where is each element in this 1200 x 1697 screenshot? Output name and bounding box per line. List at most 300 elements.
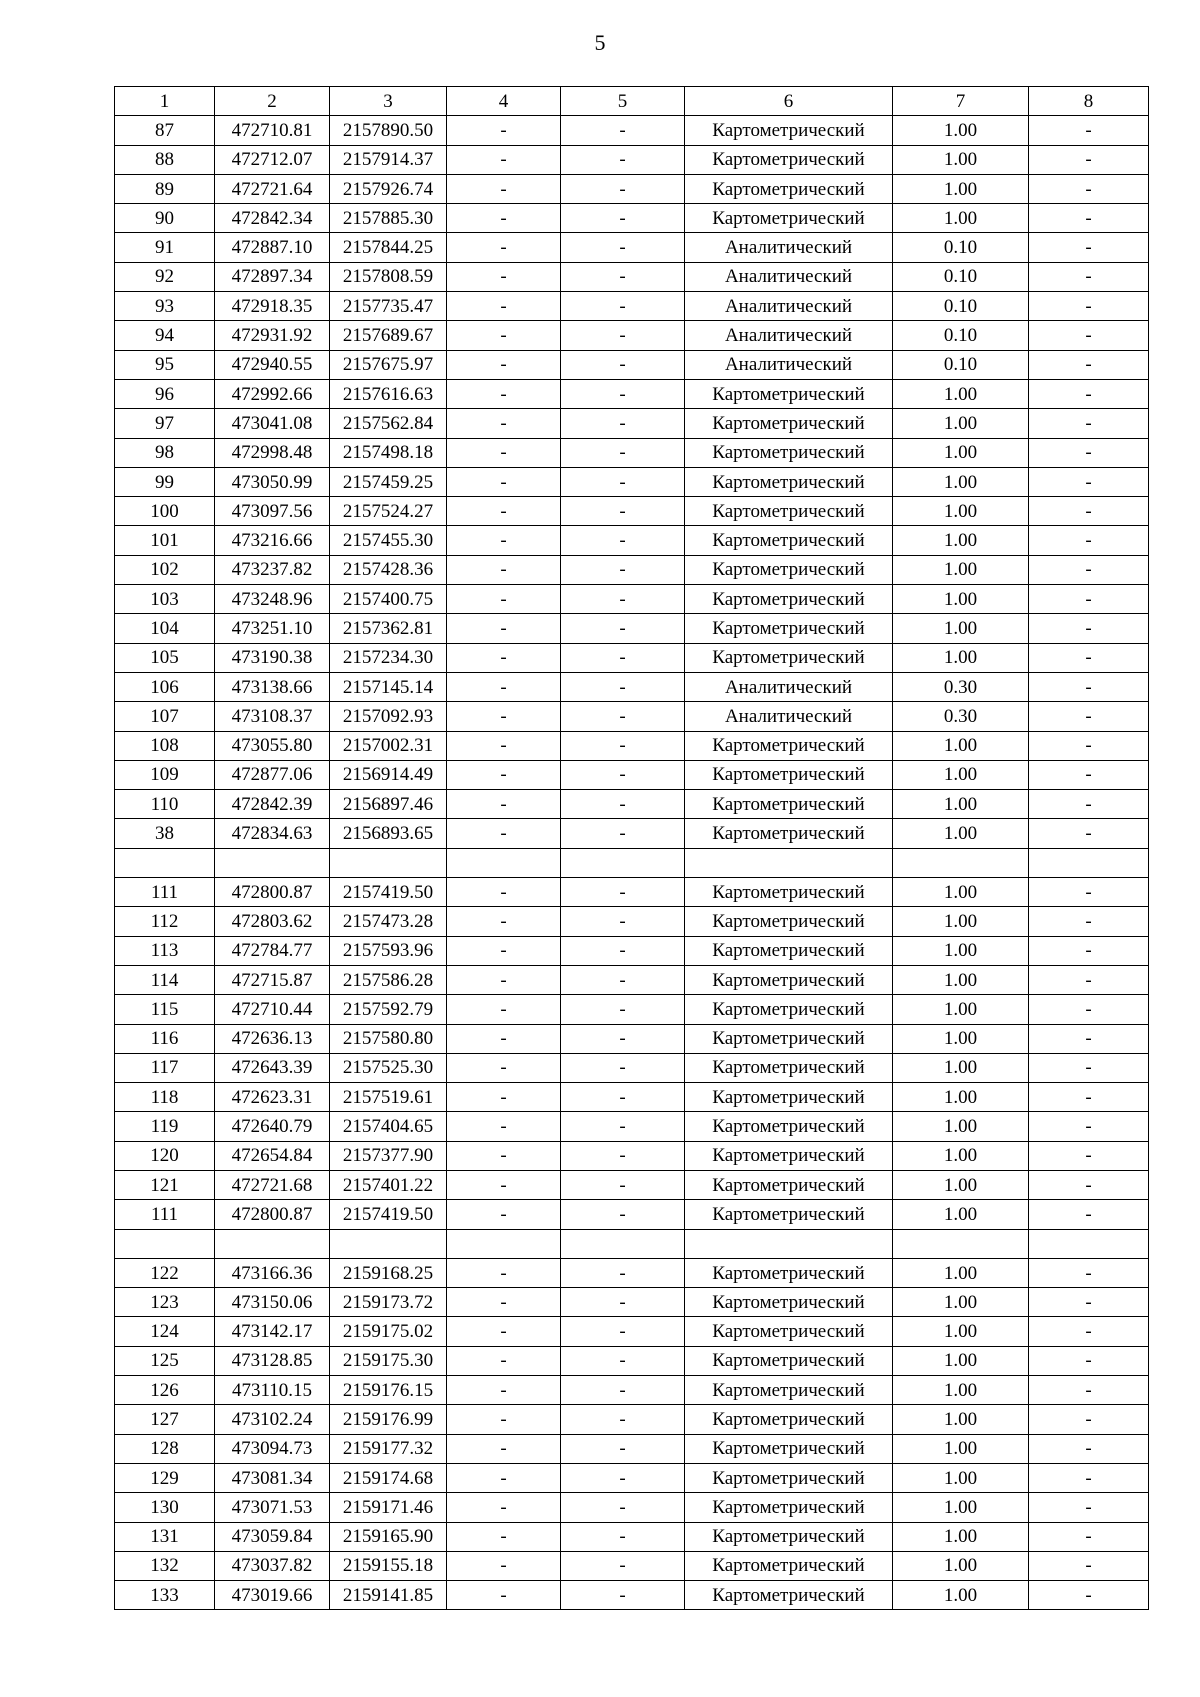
- accuracy-cell: 0.10: [893, 321, 1029, 350]
- x-coordinate-cell: 473094.73: [215, 1434, 330, 1463]
- x-coordinate-cell: 472721.68: [215, 1170, 330, 1199]
- point-number-cell: 126: [115, 1376, 215, 1405]
- y-coordinate-cell: 2157419.50: [330, 878, 447, 907]
- col4-cell: -: [447, 145, 561, 174]
- x-coordinate-cell: 472654.84: [215, 1141, 330, 1170]
- table-row: [115, 1053, 1149, 1082]
- col4-cell: -: [447, 702, 561, 731]
- col8-cell: -: [1029, 614, 1149, 643]
- y-coordinate-cell: 2157455.30: [330, 526, 447, 555]
- point-number-cell: 118: [115, 1083, 215, 1112]
- point-number-cell: 98: [115, 438, 215, 467]
- point-number-cell: 111: [115, 878, 215, 907]
- point-number-cell: 129: [115, 1463, 215, 1492]
- col8-cell: -: [1029, 497, 1149, 526]
- col4-cell: -: [447, 585, 561, 614]
- col4-cell: -: [447, 878, 561, 907]
- x-coordinate-cell: 472721.64: [215, 174, 330, 203]
- y-coordinate-cell: 2159176.15: [330, 1376, 447, 1405]
- table-row: [115, 262, 1149, 291]
- method-cell: Картометрический: [685, 1024, 893, 1053]
- method-cell: Аналитический: [685, 321, 893, 350]
- point-number-cell: 124: [115, 1317, 215, 1346]
- col4-cell: -: [447, 1141, 561, 1170]
- col4-cell: -: [447, 379, 561, 408]
- method-cell: Картометрический: [685, 1376, 893, 1405]
- x-coordinate-cell: 472784.77: [215, 936, 330, 965]
- method-cell: Картометрический: [685, 555, 893, 584]
- x-coordinate-cell: 472842.39: [215, 790, 330, 819]
- y-coordinate-cell: 2157580.80: [330, 1024, 447, 1053]
- col8-cell: -: [1029, 1112, 1149, 1141]
- accuracy-cell: 1.00: [893, 1376, 1029, 1405]
- y-coordinate-cell: 2157498.18: [330, 438, 447, 467]
- accuracy-cell: 1.00: [893, 1551, 1029, 1580]
- point-number-cell: 117: [115, 1053, 215, 1082]
- point-number-cell: 95: [115, 350, 215, 379]
- col5-cell: -: [561, 1434, 685, 1463]
- table-row: [115, 1141, 1149, 1170]
- col5-cell: -: [561, 116, 685, 145]
- col5-cell: -: [561, 819, 685, 848]
- accuracy-cell: 1.00: [893, 116, 1029, 145]
- method-cell: Картометрический: [685, 1200, 893, 1229]
- accuracy-cell: 1.00: [893, 1434, 1029, 1463]
- x-coordinate-cell: 473019.66: [215, 1581, 330, 1610]
- col8-cell: -: [1029, 702, 1149, 731]
- method-cell: Картометрический: [685, 995, 893, 1024]
- col4-cell: -: [447, 1053, 561, 1082]
- col5-cell: -: [561, 1551, 685, 1580]
- col5-cell: -: [561, 1405, 685, 1434]
- accuracy-cell: 1.00: [893, 1083, 1029, 1112]
- col5-cell: -: [561, 204, 685, 233]
- col8-cell: -: [1029, 555, 1149, 584]
- point-number-cell: 132: [115, 1551, 215, 1580]
- col5-cell: -: [561, 379, 685, 408]
- method-cell: Картометрический: [685, 585, 893, 614]
- y-coordinate-cell: 2157234.30: [330, 643, 447, 672]
- point-number-cell: 111: [115, 1200, 215, 1229]
- col4-cell: -: [447, 731, 561, 760]
- point-number-cell: 105: [115, 643, 215, 672]
- col5-cell: -: [561, 936, 685, 965]
- x-coordinate-cell: 473108.37: [215, 702, 330, 731]
- table-row: [115, 467, 1149, 496]
- table-row: [115, 1170, 1149, 1199]
- method-cell: Картометрический: [685, 790, 893, 819]
- point-number-cell: 107: [115, 702, 215, 731]
- accuracy-cell: 0.10: [893, 292, 1029, 321]
- method-cell: Картометрический: [685, 907, 893, 936]
- spacer-row: [115, 1229, 1149, 1258]
- table-row: [115, 907, 1149, 936]
- y-coordinate-cell: 2157926.74: [330, 174, 447, 203]
- point-number-cell: 92: [115, 262, 215, 291]
- accuracy-cell: 1.00: [893, 174, 1029, 203]
- method-cell: Картометрический: [685, 174, 893, 203]
- method-cell: Картометрический: [685, 1405, 893, 1434]
- x-coordinate-cell: 473150.06: [215, 1288, 330, 1317]
- point-number-cell: 130: [115, 1493, 215, 1522]
- y-coordinate-cell: 2159177.32: [330, 1434, 447, 1463]
- x-coordinate-cell: 473102.24: [215, 1405, 330, 1434]
- table-row: [115, 1434, 1149, 1463]
- x-coordinate-cell: 472800.87: [215, 878, 330, 907]
- y-coordinate-cell: 2159168.25: [330, 1258, 447, 1287]
- accuracy-cell: 1.00: [893, 467, 1029, 496]
- table-row: [115, 1493, 1149, 1522]
- col5-cell: -: [561, 526, 685, 555]
- method-cell: Картометрический: [685, 819, 893, 848]
- table-row: [115, 292, 1149, 321]
- col4-cell: -: [447, 1434, 561, 1463]
- col4-cell: -: [447, 936, 561, 965]
- method-cell: Картометрический: [685, 1317, 893, 1346]
- accuracy-cell: 1.00: [893, 878, 1029, 907]
- col4-cell: -: [447, 1083, 561, 1112]
- method-cell: Картометрический: [685, 1522, 893, 1551]
- table-row: [115, 438, 1149, 467]
- method-cell: Картометрический: [685, 1434, 893, 1463]
- col5-cell: -: [561, 1258, 685, 1287]
- method-cell: [685, 1229, 893, 1258]
- method-cell: Аналитический: [685, 262, 893, 291]
- y-coordinate-cell: 2156914.49: [330, 760, 447, 789]
- y-coordinate-cell: 2156897.46: [330, 790, 447, 819]
- table-row: [115, 1581, 1149, 1610]
- x-coordinate-cell: 472931.92: [215, 321, 330, 350]
- x-coordinate-cell: 472887.10: [215, 233, 330, 262]
- col4-cell: -: [447, 1288, 561, 1317]
- col8-cell: -: [1029, 174, 1149, 203]
- point-number-cell: 121: [115, 1170, 215, 1199]
- col5-cell: -: [561, 1141, 685, 1170]
- col5-cell: -: [561, 1024, 685, 1053]
- accuracy-cell: 0.10: [893, 262, 1029, 291]
- y-coordinate-cell: 2157145.14: [330, 672, 447, 701]
- col8-cell: -: [1029, 1258, 1149, 1287]
- col8-cell: -: [1029, 1376, 1149, 1405]
- method-cell: Картометрический: [685, 1053, 893, 1082]
- col8-cell: -: [1029, 1053, 1149, 1082]
- table-row: [115, 555, 1149, 584]
- method-cell: Картометрический: [685, 1463, 893, 1492]
- accuracy-cell: 1.00: [893, 585, 1029, 614]
- col5-cell: [561, 848, 685, 877]
- point-number-cell: 100: [115, 497, 215, 526]
- method-cell: Картометрический: [685, 467, 893, 496]
- col8-cell: -: [1029, 1024, 1149, 1053]
- x-coordinate-cell: 473248.96: [215, 585, 330, 614]
- accuracy-cell: 1.00: [893, 790, 1029, 819]
- accuracy-cell: 1.00: [893, 995, 1029, 1024]
- y-coordinate-cell: [330, 1229, 447, 1258]
- x-coordinate-cell: 472712.07: [215, 145, 330, 174]
- col4-cell: [447, 1229, 561, 1258]
- method-cell: Аналитический: [685, 233, 893, 262]
- col4-cell: -: [447, 262, 561, 291]
- table-row: [115, 145, 1149, 174]
- col4-cell: -: [447, 204, 561, 233]
- accuracy-cell: 1.00: [893, 907, 1029, 936]
- col4-cell: -: [447, 1405, 561, 1434]
- col8-cell: -: [1029, 1493, 1149, 1522]
- y-coordinate-cell: [330, 848, 447, 877]
- y-coordinate-cell: 2157890.50: [330, 116, 447, 145]
- col5-cell: -: [561, 1522, 685, 1551]
- y-coordinate-cell: 2157844.25: [330, 233, 447, 262]
- col8-cell: -: [1029, 790, 1149, 819]
- table-row: [115, 350, 1149, 379]
- x-coordinate-cell: [215, 848, 330, 877]
- method-cell: Картометрический: [685, 936, 893, 965]
- method-cell: [685, 848, 893, 877]
- point-number-cell: [115, 1229, 215, 1258]
- point-number-cell: 131: [115, 1522, 215, 1551]
- point-number-cell: [115, 848, 215, 877]
- method-cell: Картометрический: [685, 1288, 893, 1317]
- col4-cell: -: [447, 1551, 561, 1580]
- col8-cell: [1029, 1229, 1149, 1258]
- col4-cell: -: [447, 672, 561, 701]
- x-coordinate-cell: 473081.34: [215, 1463, 330, 1492]
- y-coordinate-cell: 2159165.90: [330, 1522, 447, 1551]
- x-coordinate-cell: 472710.81: [215, 116, 330, 145]
- col4-cell: -: [447, 467, 561, 496]
- point-number-cell: 102: [115, 555, 215, 584]
- y-coordinate-cell: 2157914.37: [330, 145, 447, 174]
- table-row: [115, 760, 1149, 789]
- col8-cell: -: [1029, 262, 1149, 291]
- col5-cell: -: [561, 174, 685, 203]
- point-number-cell: 99: [115, 467, 215, 496]
- x-coordinate-cell: 472842.34: [215, 204, 330, 233]
- accuracy-cell: 1.00: [893, 1258, 1029, 1287]
- col5-cell: -: [561, 760, 685, 789]
- x-coordinate-cell: 473037.82: [215, 1551, 330, 1580]
- y-coordinate-cell: 2156893.65: [330, 819, 447, 848]
- col4-cell: -: [447, 350, 561, 379]
- header-cell: 1: [115, 87, 215, 116]
- x-coordinate-cell: 473142.17: [215, 1317, 330, 1346]
- table-row: [115, 1083, 1149, 1112]
- col5-cell: -: [561, 643, 685, 672]
- accuracy-cell: 1.00: [893, 1317, 1029, 1346]
- col8-cell: [1029, 848, 1149, 877]
- x-coordinate-cell: 472800.87: [215, 1200, 330, 1229]
- accuracy-cell: [893, 1229, 1029, 1258]
- accuracy-cell: 1.00: [893, 819, 1029, 848]
- method-cell: Картометрический: [685, 526, 893, 555]
- table-row: [115, 321, 1149, 350]
- col8-cell: -: [1029, 760, 1149, 789]
- col5-cell: -: [561, 907, 685, 936]
- accuracy-cell: 1.00: [893, 1112, 1029, 1141]
- y-coordinate-cell: 2157092.93: [330, 702, 447, 731]
- accuracy-cell: 1.00: [893, 731, 1029, 760]
- accuracy-cell: 0.10: [893, 233, 1029, 262]
- table-row: [115, 1522, 1149, 1551]
- accuracy-cell: 1.00: [893, 1493, 1029, 1522]
- col4-cell: -: [447, 409, 561, 438]
- col4-cell: -: [447, 116, 561, 145]
- col5-cell: -: [561, 672, 685, 701]
- col5-cell: -: [561, 497, 685, 526]
- col5-cell: -: [561, 585, 685, 614]
- point-number-cell: 112: [115, 907, 215, 936]
- method-cell: Аналитический: [685, 702, 893, 731]
- method-cell: Картометрический: [685, 116, 893, 145]
- col5-cell: -: [561, 1112, 685, 1141]
- method-cell: Картометрический: [685, 409, 893, 438]
- col4-cell: -: [447, 292, 561, 321]
- method-cell: Аналитический: [685, 292, 893, 321]
- point-number-cell: 106: [115, 672, 215, 701]
- y-coordinate-cell: 2157404.65: [330, 1112, 447, 1141]
- header-cell: 6: [685, 87, 893, 116]
- col5-cell: -: [561, 1463, 685, 1492]
- col8-cell: -: [1029, 819, 1149, 848]
- point-number-cell: 127: [115, 1405, 215, 1434]
- accuracy-cell: 1.00: [893, 438, 1029, 467]
- accuracy-cell: 1.00: [893, 497, 1029, 526]
- col5-cell: -: [561, 965, 685, 994]
- y-coordinate-cell: 2157689.67: [330, 321, 447, 350]
- table-row: [115, 204, 1149, 233]
- table-row: [115, 614, 1149, 643]
- col4-cell: -: [447, 1522, 561, 1551]
- col5-cell: -: [561, 438, 685, 467]
- col4-cell: -: [447, 614, 561, 643]
- table-row: [115, 379, 1149, 408]
- y-coordinate-cell: 2157524.27: [330, 497, 447, 526]
- accuracy-cell: 1.00: [893, 1522, 1029, 1551]
- y-coordinate-cell: 2157593.96: [330, 936, 447, 965]
- col5-cell: -: [561, 1317, 685, 1346]
- header-cell: 3: [330, 87, 447, 116]
- col8-cell: -: [1029, 379, 1149, 408]
- col4-cell: -: [447, 790, 561, 819]
- spacer-row: [115, 848, 1149, 877]
- table-row: [115, 672, 1149, 701]
- x-coordinate-cell: 473190.38: [215, 643, 330, 672]
- col5-cell: [561, 1229, 685, 1258]
- method-cell: Картометрический: [685, 1581, 893, 1610]
- col4-cell: -: [447, 321, 561, 350]
- table-row: [115, 819, 1149, 848]
- point-number-cell: 123: [115, 1288, 215, 1317]
- table-row: [115, 1463, 1149, 1492]
- col5-cell: -: [561, 321, 685, 350]
- table-row: [115, 1551, 1149, 1580]
- table-row: [115, 1317, 1149, 1346]
- accuracy-cell: 1.00: [893, 1581, 1029, 1610]
- col8-cell: -: [1029, 585, 1149, 614]
- col8-cell: -: [1029, 233, 1149, 262]
- point-number-cell: 38: [115, 819, 215, 848]
- col5-cell: -: [561, 1376, 685, 1405]
- method-cell: Картометрический: [685, 1112, 893, 1141]
- x-coordinate-cell: 472897.34: [215, 262, 330, 291]
- method-cell: Картометрический: [685, 878, 893, 907]
- col8-cell: -: [1029, 350, 1149, 379]
- table-body: [115, 87, 1149, 1610]
- accuracy-cell: 1.00: [893, 409, 1029, 438]
- table-row: [115, 790, 1149, 819]
- point-number-cell: 94: [115, 321, 215, 350]
- col4-cell: -: [447, 965, 561, 994]
- header-cell: 2: [215, 87, 330, 116]
- y-coordinate-cell: 2157459.25: [330, 467, 447, 496]
- x-coordinate-cell: 473050.99: [215, 467, 330, 496]
- table-row: [115, 409, 1149, 438]
- col8-cell: -: [1029, 116, 1149, 145]
- method-cell: Картометрический: [685, 760, 893, 789]
- y-coordinate-cell: 2157885.30: [330, 204, 447, 233]
- table-row: [115, 1346, 1149, 1375]
- x-coordinate-cell: 473237.82: [215, 555, 330, 584]
- col5-cell: -: [561, 702, 685, 731]
- col8-cell: -: [1029, 643, 1149, 672]
- col8-cell: -: [1029, 995, 1149, 1024]
- x-coordinate-cell: 472715.87: [215, 965, 330, 994]
- coordinates-table: [114, 86, 1149, 1610]
- table-row: [115, 233, 1149, 262]
- col8-cell: -: [1029, 1405, 1149, 1434]
- col4-cell: -: [447, 1258, 561, 1287]
- y-coordinate-cell: 2159175.30: [330, 1346, 447, 1375]
- x-coordinate-cell: 472918.35: [215, 292, 330, 321]
- col4-cell: -: [447, 1317, 561, 1346]
- accuracy-cell: 0.10: [893, 350, 1029, 379]
- col5-cell: -: [561, 145, 685, 174]
- method-cell: Картометрический: [685, 379, 893, 408]
- col5-cell: -: [561, 1346, 685, 1375]
- method-cell: Картометрический: [685, 1170, 893, 1199]
- table-row: [115, 585, 1149, 614]
- method-cell: Картометрический: [685, 1346, 893, 1375]
- accuracy-cell: 1.00: [893, 1141, 1029, 1170]
- x-coordinate-cell: 472623.31: [215, 1083, 330, 1112]
- x-coordinate-cell: 472992.66: [215, 379, 330, 408]
- col8-cell: -: [1029, 1522, 1149, 1551]
- col5-cell: -: [561, 555, 685, 584]
- method-cell: Картометрический: [685, 497, 893, 526]
- y-coordinate-cell: 2157808.59: [330, 262, 447, 291]
- method-cell: Картометрический: [685, 1551, 893, 1580]
- table-row: [115, 497, 1149, 526]
- accuracy-cell: 1.00: [893, 965, 1029, 994]
- col5-cell: -: [561, 1493, 685, 1522]
- table-row: [115, 643, 1149, 672]
- x-coordinate-cell: 473071.53: [215, 1493, 330, 1522]
- x-coordinate-cell: 472834.63: [215, 819, 330, 848]
- accuracy-cell: 1.00: [893, 936, 1029, 965]
- col8-cell: -: [1029, 1346, 1149, 1375]
- col5-cell: -: [561, 409, 685, 438]
- point-number-cell: 96: [115, 379, 215, 408]
- accuracy-cell: 1.00: [893, 1053, 1029, 1082]
- table-row: [115, 1288, 1149, 1317]
- point-number-cell: 125: [115, 1346, 215, 1375]
- y-coordinate-cell: 2157428.36: [330, 555, 447, 584]
- y-coordinate-cell: 2159173.72: [330, 1288, 447, 1317]
- point-number-cell: 89: [115, 174, 215, 203]
- x-coordinate-cell: 472998.48: [215, 438, 330, 467]
- table-row: [115, 936, 1149, 965]
- table-row: [115, 174, 1149, 203]
